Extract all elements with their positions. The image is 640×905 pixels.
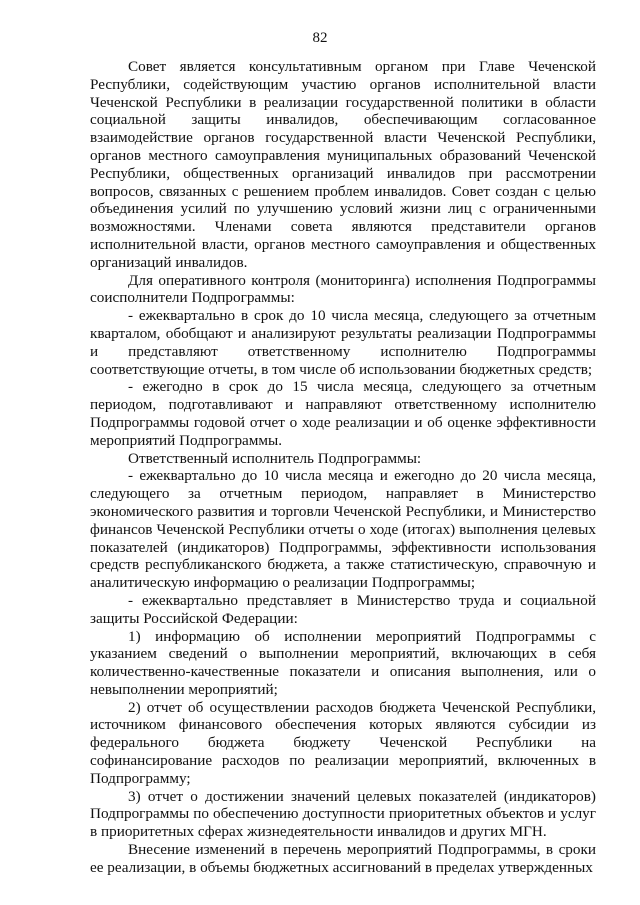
paragraph-item-2: 2) отчет об осуществлении расходов бюджета Чеченской Республики, источником финансового обеспечения которых являются субсидии из федерального бюджета бюджету Чеченской Республики на софинансирование расходов по реализации мероприятий, включенных в Подпрограмму; — [90, 698, 596, 787]
paragraph-item-1: 1) информацию об исполнении мероприятий Подпрограммы с указанием сведений о выполнении мероприятий, включающих в себя количественно-качественные показатели и описания выполнения, или о невыполнении мероприятий; — [90, 627, 596, 698]
paragraph-annual-coexecutors: - ежегодно в срок до 15 числа месяца, следующего за отчетным периодом, подготавливают и направляют ответственному исполнителю Подпрограммы годовой отчет о ходе реализации и об оценке эффективности мероприятий Подпрограммы. — [90, 378, 596, 449]
page-number: 82 — [312, 30, 328, 46]
paragraph-changes: Внесение изменений в перечень мероприятий Подпрограммы, в сроки ее реализации, в объемы бюджетных ассигнований в пределах утвержденных — [90, 841, 596, 876]
paragraph-reports-federal-ministry: - ежеквартально представляет в Министерство труда и социальной защиты Российской Федерации: — [90, 591, 596, 627]
paragraph-responsible-executor: Ответственный исполнитель Подпрограммы: — [128, 449, 422, 467]
paragraph-monitoring-intro: Для оперативного контроля (мониторинга) исполнения Подпрограммы соисполнители Подпрограммы: — [90, 271, 596, 307]
paragraph-council-description: Совет является консультативным органом при Главе Чеченской Республики, содействующим участию органов исполнительной власти Чеченской Республики в реализации государственной политики в области социальной защиты инвалидов, обеспечивающим согласованное взаимодействие органов государственной власти Чеченской Республики, органов местного самоуправления муниципальных образований Чеченской Республики, общественных организаций инвалидов при рассмотрении вопросов, связанных с решением проблем инвалидов. Совет создан с целью объединения усилий по улучшению условий жизни лиц с ограниченными возможностями. Членами совета являются представители органов исполнительной власти, органов местного самоуправления и общественных организаций инвалидов. — [90, 58, 596, 271]
paragraph-quarterly-coexecutors: - ежеквартально в срок до 10 числа месяца, следующего за отчетным кварталом, обобщают и анализируют результаты реализации Подпрограммы и представляют ответственному исполнителю Подпрограммы соответствующие отчеты, в том числе об использовании бюджетных средств; — [90, 307, 596, 378]
body-text — [90, 58, 596, 877]
paragraph-item-3: 3) отчет о достижении значений целевых показателей (индикаторов) Подпрограммы по обеспечению доступности приоритетных объектов и услуг в приоритетных сферах жизнедеятельности инвалидов и других МГН. — [90, 787, 596, 841]
paragraph-reports-ministries: - ежеквартально до 10 числа месяца и ежегодно до 20 числа месяца, следующего за отчетным периодом, направляет в Министерство экономического развития и торговли Чеченской Республики, и Министерство финансов Чеченской Республики отчеты о ходе (итогах) выполнения целевых показателей (индикаторов) Подпрограммы, эффективности использования средств республиканского бюджета, а также статистическую, справочную и аналитическую информацию о реализации Подпрограммы; — [90, 467, 596, 592]
